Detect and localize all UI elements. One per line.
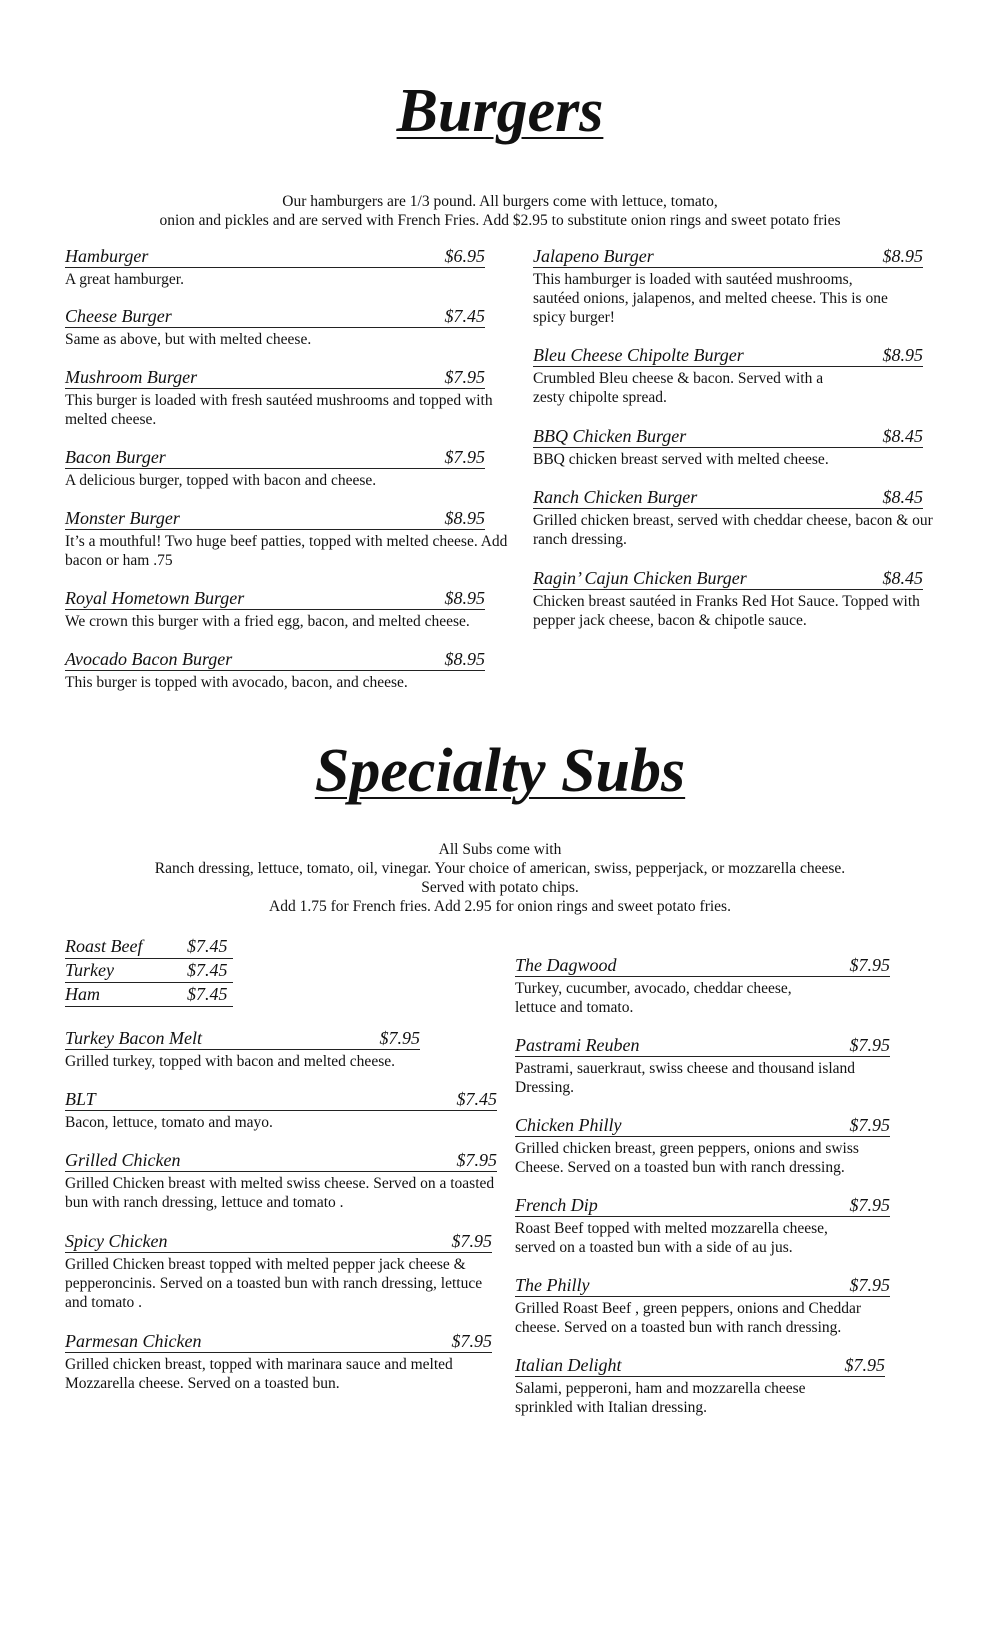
item-name: BLT: [65, 1089, 96, 1109]
item-header: [65, 649, 485, 671]
item-name: Royal Hometown Burger: [65, 588, 245, 608]
burgers-intro-line: onion and pickles and are served with French Fries. Add $2.95 to substitute onion rings and sweet potato fries: [159, 212, 841, 229]
menu-item: [515, 1355, 885, 1417]
item-description: Grilled chicken breast, topped with marinara sauce and melted Mozzarella cheese. Served on a toasted bun.: [65, 1356, 453, 1392]
item-description: This hamburger is loaded with sautéed mushrooms, sautéed onions, jalapenos, and melted cheese. This is one spicy burger!: [533, 271, 888, 326]
menu-item: [65, 508, 515, 570]
item-price: $7.95: [849, 1115, 890, 1135]
item-header: [533, 246, 923, 268]
burgers-intro-line: Our hamburgers are 1/3 pound. All burgers come with lettuce, tomato,: [282, 193, 718, 210]
item-price: $7.45: [187, 936, 228, 956]
item-header: [65, 508, 485, 530]
item-price: $7.95: [849, 955, 890, 975]
item-name: Mushroom Burger: [65, 367, 198, 387]
item-name: Monster Burger: [65, 508, 180, 528]
item-header: [515, 1035, 890, 1057]
subs-title: [0, 736, 1000, 807]
item-header: [515, 955, 890, 977]
subs-intro-line: Ranch dressing, lettuce, tomato, oil, vinegar. Your choice of american, swiss, pepperjack, or mozzarella cheese.: [154, 860, 846, 877]
burgers-intro: [0, 192, 1000, 230]
burgers-title: [0, 76, 1000, 147]
item-description: Turkey, cucumber, avocado, cheddar cheese, lettuce and tomato.: [515, 980, 792, 1016]
item-price: $7.95: [444, 447, 485, 467]
item-name: Turkey Bacon Melt: [65, 1028, 202, 1048]
subs-intro-line: All Subs come with: [438, 841, 562, 858]
item-name: Cheese Burger: [65, 306, 172, 326]
item-description: BBQ chicken breast served with melted cheese.: [533, 451, 829, 468]
item-name: The Dagwood: [515, 955, 617, 975]
item-description: This burger is loaded with fresh sautéed mushrooms and topped with melted cheese.: [65, 392, 493, 428]
menu-item: [65, 1331, 497, 1393]
item-header: [65, 306, 485, 328]
item-description: Crumbled Bleu cheese & bacon. Served with a zesty chipolte spread.: [533, 370, 824, 406]
menu-item: [65, 588, 515, 631]
menu-item: [533, 568, 933, 630]
item-price: $8.95: [882, 345, 923, 365]
item-description: Same as above, but with melted cheese.: [65, 331, 312, 348]
item-header: [515, 1115, 890, 1137]
subs-intro-line: Served with potato chips.: [421, 879, 579, 896]
menu-item: [533, 246, 923, 327]
item-description: It’s a mouthful! Two huge beef patties, topped with melted cheese. Add bacon or ham .75: [65, 533, 508, 569]
item-price: $7.45: [187, 984, 228, 1004]
item-description: Bacon, lettuce, tomato and mayo.: [65, 1114, 273, 1131]
item-description: Pastrami, sauerkraut, swiss cheese and thousand island Dressing.: [515, 1060, 856, 1096]
item-name: Turkey: [65, 960, 114, 980]
menu-item: [65, 1028, 425, 1071]
subs-intro: [0, 840, 1000, 916]
item-price: $7.95: [849, 1195, 890, 1215]
item-header: [65, 1150, 497, 1172]
item-header: [65, 1231, 492, 1253]
item-description: We crown this burger with a fried egg, bacon, and melted cheese.: [65, 613, 470, 630]
menu-item: [515, 955, 890, 1017]
burgers-title-text: Burgers: [396, 77, 604, 145]
item-name: BBQ Chicken Burger: [533, 426, 687, 446]
item-price: $7.95: [444, 367, 485, 387]
item-name: The Philly: [515, 1275, 590, 1295]
menu-item: [65, 649, 485, 692]
item-header: [65, 246, 485, 268]
menu-item: [533, 426, 923, 469]
item-header: [65, 367, 485, 389]
item-header: [515, 1275, 890, 1297]
item-price: $6.95: [444, 246, 485, 266]
item-price: $8.45: [882, 487, 923, 507]
item-price: $8.45: [882, 568, 923, 588]
item-description: Salami, pepperoni, ham and mozzarella cheese sprinkled with Italian dressing.: [515, 1380, 806, 1416]
item-name: French Dip: [515, 1195, 598, 1215]
item-description: Grilled Roast Beef , green peppers, onions and Cheddar cheese. Served on a toasted bun with ranch dressing.: [515, 1300, 862, 1336]
menu-item: [533, 345, 923, 407]
item-price: $8.95: [444, 588, 485, 608]
menu-item: [515, 1035, 890, 1097]
item-description: Grilled Chicken breast with melted swiss cheese. Served on a toasted bun with ranch dressing, lettuce and tomato .: [65, 1175, 495, 1211]
item-name: Chicken Philly: [515, 1115, 622, 1135]
item-price: $7.95: [451, 1331, 492, 1351]
simple-sub-row: [65, 935, 233, 959]
simple-sub-row: [65, 959, 233, 983]
item-header: [533, 345, 923, 367]
item-price: $8.95: [882, 246, 923, 266]
item-header: [533, 426, 923, 448]
item-description: This burger is topped with avocado, bacon, and cheese.: [65, 674, 408, 691]
item-price: $7.95: [849, 1035, 890, 1055]
subs-intro-line: Add 1.75 for French fries. Add 2.95 for onion rings and sweet potato fries.: [269, 898, 731, 915]
simple-sub-list: [65, 935, 233, 1007]
item-price: $8.95: [444, 649, 485, 669]
item-header: [515, 1355, 885, 1377]
item-name: Jalapeno Burger: [533, 246, 654, 266]
item-price: $7.95: [451, 1231, 492, 1251]
item-name: Spicy Chicken: [65, 1231, 168, 1251]
menu-item: [65, 246, 485, 289]
subs-title-text: Specialty Subs: [314, 737, 686, 805]
menu-item: [65, 306, 485, 349]
item-description: Grilled chicken breast, served with cheddar cheese, bacon & our ranch dressing.: [533, 512, 933, 548]
item-price: $7.95: [849, 1275, 890, 1295]
item-name: Italian Delight: [515, 1355, 622, 1375]
item-price: $7.95: [844, 1355, 885, 1375]
menu-item: [65, 1150, 497, 1212]
item-name: Ranch Chicken Burger: [533, 487, 698, 507]
item-header: [65, 1331, 492, 1353]
item-header: [65, 1028, 420, 1050]
simple-sub-row: [65, 983, 233, 1007]
item-name: Avocado Bacon Burger: [65, 649, 233, 669]
item-description: Grilled Chicken breast topped with melted pepper jack cheese & pepperoncinis. Served on a toasted bun with ranch dressing, lettuce and tomato .: [65, 1256, 483, 1311]
item-name: Ragin’ Cajun Chicken Burger: [533, 568, 747, 588]
item-price: $8.45: [882, 426, 923, 446]
item-price: $7.45: [456, 1089, 497, 1109]
item-name: Grilled Chicken: [65, 1150, 181, 1170]
item-name: Roast Beef: [65, 936, 143, 956]
item-name: Pastrami Reuben: [515, 1035, 640, 1055]
item-header: [533, 568, 923, 590]
menu-item: [65, 367, 495, 429]
item-description: Chicken breast sautéed in Franks Red Hot Sauce. Topped with pepper jack cheese, bacon & chipotle sauce.: [533, 593, 920, 629]
item-name: Ham: [65, 984, 100, 1004]
item-header: [515, 1195, 890, 1217]
menu-item: [65, 1089, 497, 1132]
item-name: Hamburger: [65, 246, 149, 266]
menu-item: [515, 1275, 890, 1337]
item-name: Bleu Cheese Chipolte Burger: [533, 345, 744, 365]
menu-item: [515, 1115, 890, 1177]
menu-item: [65, 447, 485, 490]
item-price: $7.95: [379, 1028, 420, 1048]
menu-item: [533, 487, 933, 549]
menu-item: [515, 1195, 890, 1257]
item-description: Roast Beef topped with melted mozzarella cheese, served on a toasted bun with a side of au jus.: [515, 1220, 828, 1256]
item-price: $7.95: [456, 1150, 497, 1170]
item-description: Grilled turkey, topped with bacon and melted cheese.: [65, 1053, 395, 1070]
item-name: Parmesan Chicken: [65, 1331, 202, 1351]
item-description: A great hamburger.: [65, 271, 184, 288]
item-header: [65, 588, 485, 610]
item-name: Bacon Burger: [65, 447, 166, 467]
item-header: [65, 447, 485, 469]
item-description: Grilled chicken breast, green peppers, onions and swiss Cheese. Served on a toasted bun with ranch dressing.: [515, 1140, 859, 1176]
menu-item: [65, 1231, 505, 1312]
item-price: $8.95: [444, 508, 485, 528]
item-price: $7.45: [444, 306, 485, 326]
item-header: [533, 487, 923, 509]
item-price: $7.45: [187, 960, 228, 980]
item-description: A delicious burger, topped with bacon and cheese.: [65, 472, 377, 489]
item-header: [65, 1089, 497, 1111]
